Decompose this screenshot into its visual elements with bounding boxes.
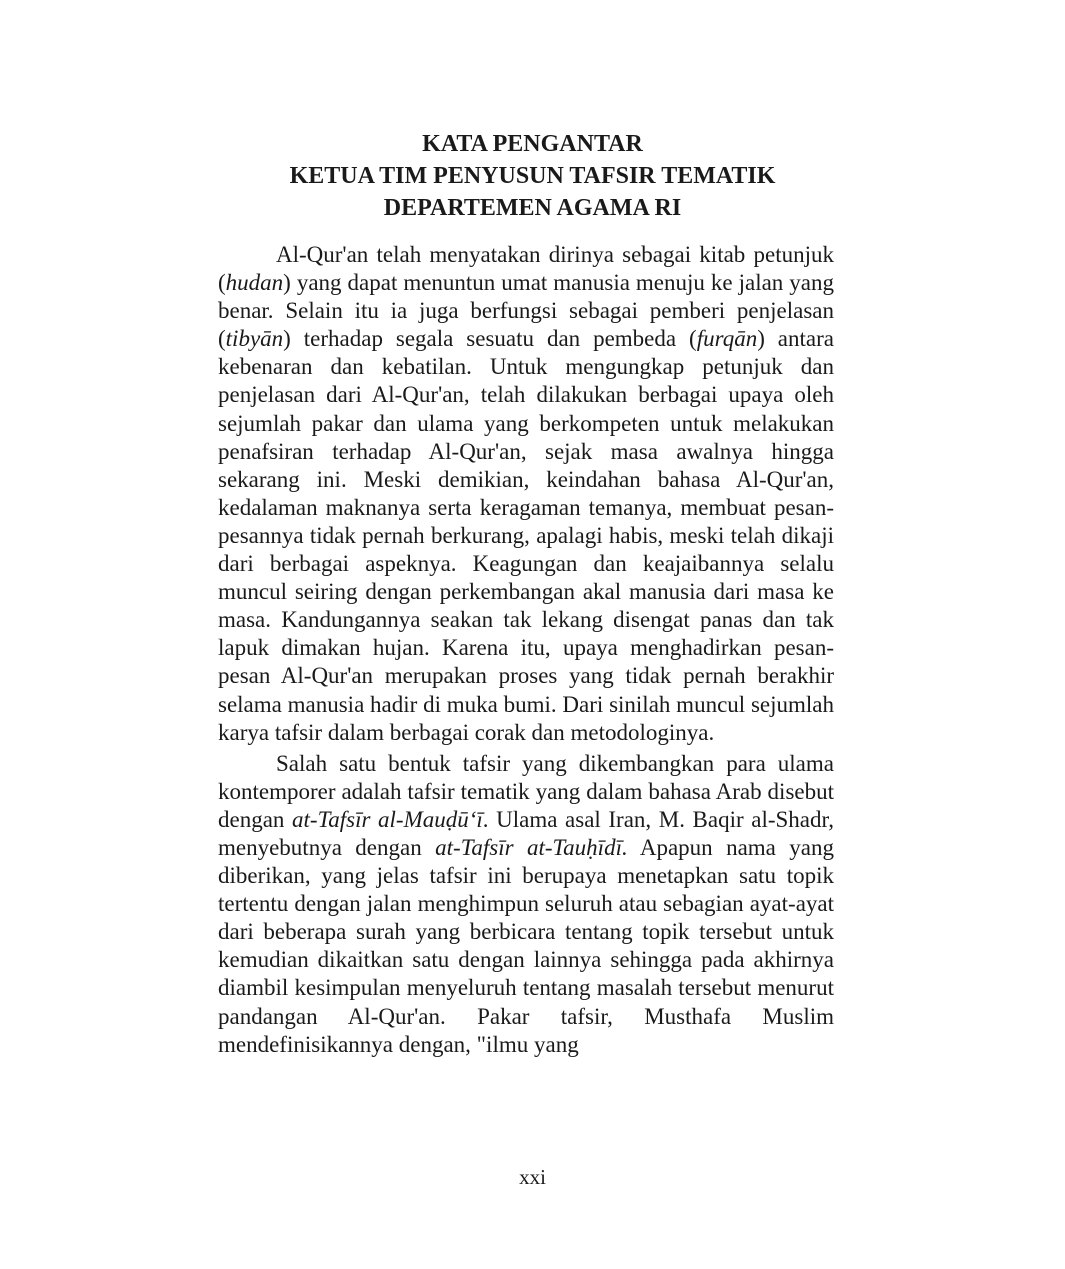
- paragraph-1-text: ) terhadap segala sesuatu dan pembeda (: [283, 326, 697, 352]
- term-at-tafsir-al-maudui: at-Tafsīr al-Mauḍū‘ī: [292, 806, 483, 832]
- heading-line-1: KATA PENGANTAR: [422, 131, 643, 157]
- paragraph-1-text: ) yang dapat menuntun umat manusia menuju ke jalan yang benar. Selain itu ia juga berfungsi sebagai pemberi penjelasan (: [218, 270, 834, 352]
- paragraph-2-text: . Ulama asal Iran, M. Baqir al-Shadr, menyebutnya dengan: [218, 806, 834, 860]
- paragraph-2: [218, 750, 834, 1059]
- term-at-tafsir-at-tauhidi: at-Tafsīr at-Tauḥīdī.: [435, 834, 628, 860]
- paragraph-2-text: Apapun nama yang diberikan, yang jelas tafsir ini berupaya menetapkan satu topik tertentu dengan jalan menghimpun seluruh atau sebagian ayat-ayat dari beberapa surah yang berbicara tentang topik tersebut untuk kemudian dikaitkan satu dengan lainnya sehingga pada akhirnya diambil kesimpulan menyeluruh tentang masalah tersebut menurut pandangan Al-Qur'an. Pakar tafsir, Musthafa Muslim mendefinisikannya dengan, "ilmu yang: [218, 834, 834, 1057]
- heading-line-3: DEPARTEMEN AGAMA RI: [383, 195, 682, 221]
- paragraph-1: [218, 241, 834, 747]
- page-number: xxi: [519, 1165, 546, 1189]
- term-hudan: hudan: [225, 270, 284, 296]
- body-text: [218, 241, 834, 1059]
- paragraph-1-text: Al-Qur'an telah menyatakan dirinya sebagai kitab petunjuk (: [218, 242, 834, 296]
- paragraph-2-text: Salah satu bentuk tafsir yang dikembangkan para ulama kontemporer adalah tafsir tematik yang dalam bahasa Arab disebut dengan: [218, 750, 834, 832]
- term-furqan: furqān: [696, 326, 758, 352]
- term-tibyan: tibyān: [225, 326, 284, 352]
- paragraph-1-text: ) antara kebenaran dan kebatilan. Untuk mengungkap petunjuk dan penjelasan dari Al-Qur'an, telah dilakukan berbagai upaya oleh sejumlah pakar dan ulama yang berkompeten untuk melakukan penafsiran terhadap Al-Qur'an, sejak masa awalnya hingga sekarang ini. Meski demikian, keindahan bahasa Al-Qur'an, kedalaman maknanya serta keragaman temanya, membuat pesan-pesannya tidak pernah berkurang, apalagi habis, meski telah dikaji dari berbagai aspeknya. Keagungan dan keajaibannya selalu muncul seiring dengan perkembangan akal manusia dari masa ke masa. Kandungannya seakan tak lekang disengat panas dan tak lapuk dimakan hujan. Karena itu, upaya menghadirkan pesan-pesan Al-Qur'an merupakan proses yang tidak pernah berakhir selama manusia hadir di muka bumi. Dari sinilah muncul sejumlah karya tafsir dalam berbagai corak dan metodologinya.: [218, 326, 834, 745]
- chapter-heading: [0, 128, 1065, 224]
- heading-line-2: KETUA TIM PENYUSUN TAFSIR TEMATIK: [289, 163, 776, 189]
